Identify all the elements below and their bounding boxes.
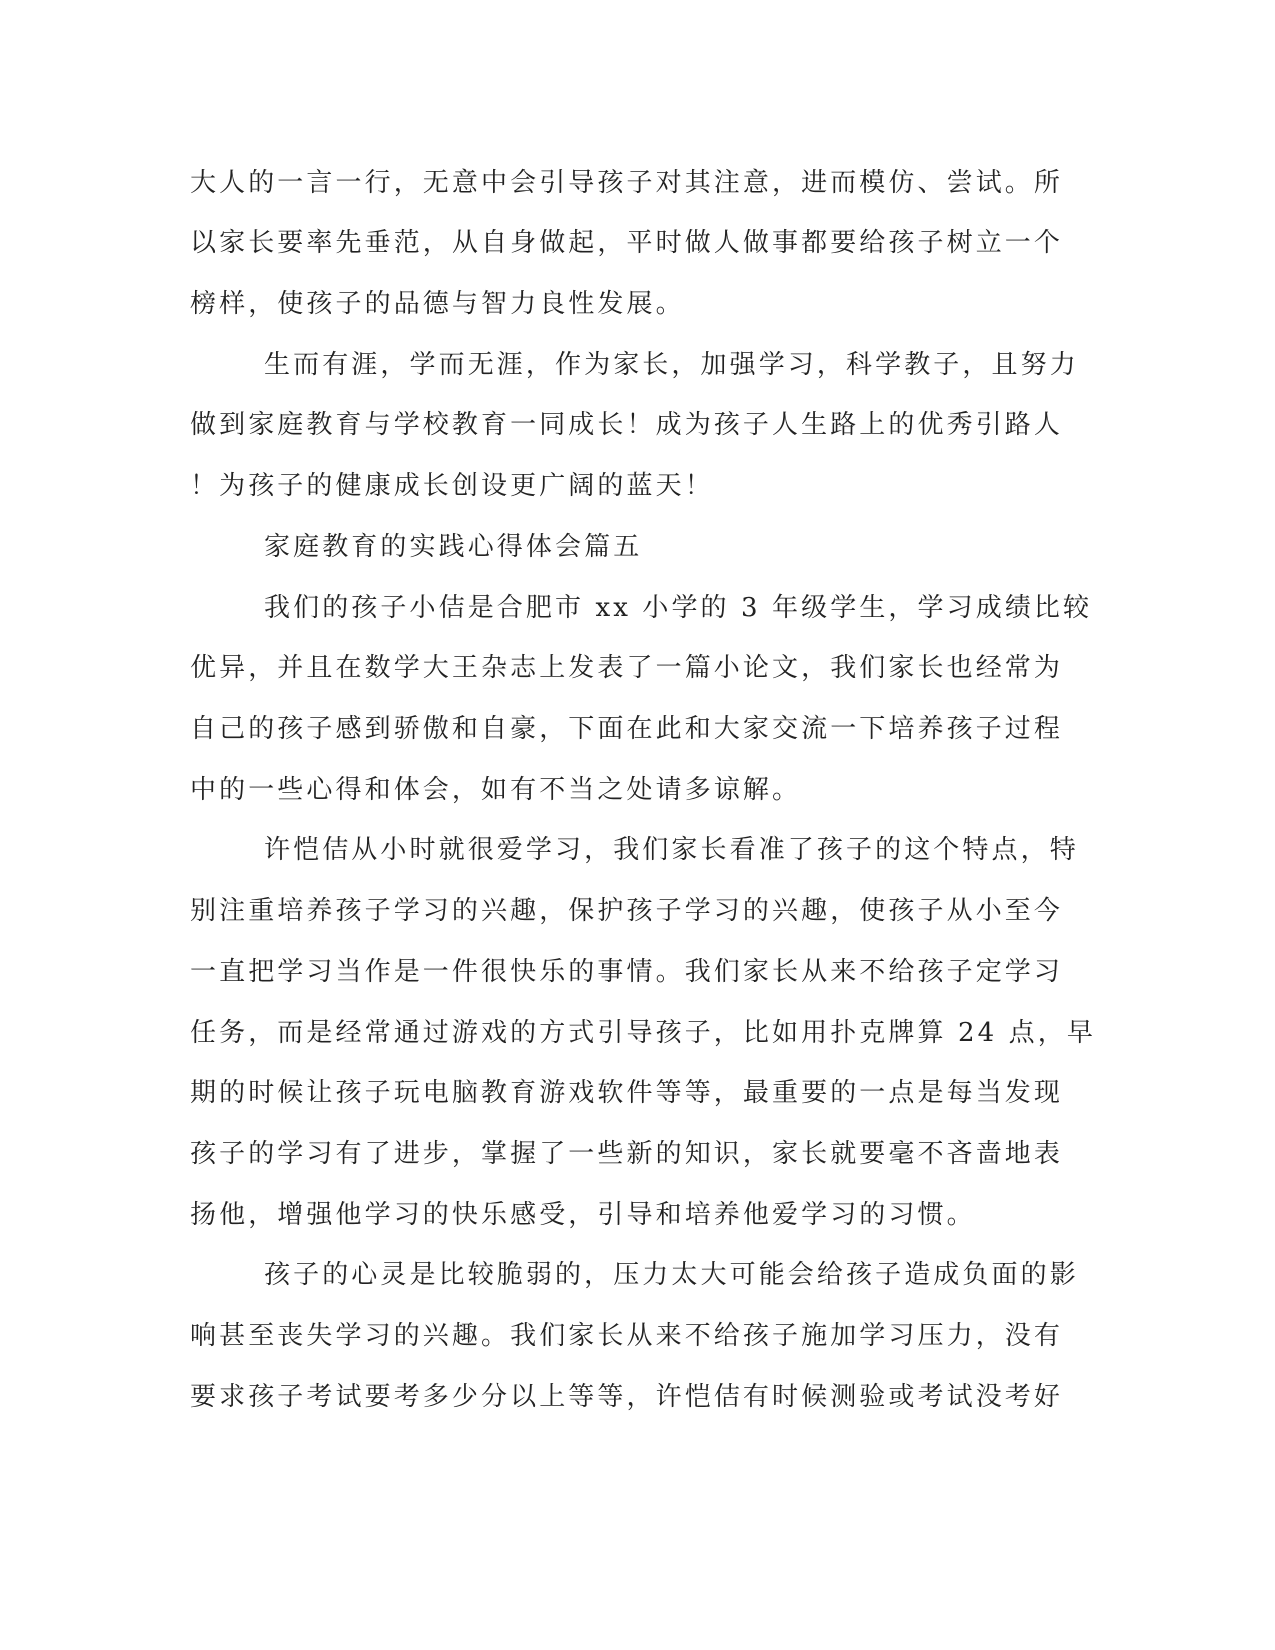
text-line: 优异，并且在数学大王杂志上发表了一篇小论文，我们家长也经常为 bbox=[190, 653, 1064, 683]
text-line: 自己的孩子感到骄傲和自豪，下面在此和大家交流一下培养孩子过程 bbox=[190, 714, 1064, 744]
text-line: 响甚至丧失学习的兴趣。我们家长从来不给孩子施加学习压力，没有 bbox=[190, 1321, 1064, 1351]
paragraph-first-line: 孩子的心灵是比较脆弱的，压力太大可能会给孩子造成负面的影 bbox=[264, 1260, 1079, 1290]
text-line: 孩子的学习有了进步，掌握了一些新的知识，家长就要毫不吝啬地表 bbox=[190, 1139, 1064, 1169]
section-heading: 家庭教育的实践心得体会篇五 bbox=[264, 532, 643, 562]
text-line: 中的一些心得和体会，如有不当之处请多谅解。 bbox=[190, 775, 802, 805]
text-line: 扬他，增强他学习的快乐感受，引导和培养他爱学习的习惯。 bbox=[190, 1200, 976, 1230]
text-line: 任务，而是经常通过游戏的方式引导孩子，比如用扑克牌算 24 点，早 bbox=[190, 1018, 1096, 1048]
text-line: 要求孩子考试要考多少分以上等等，许恺佶有时候测验或考试没考好 bbox=[190, 1382, 1064, 1412]
text-line: 大人的一言一行，无意中会引导孩子对其注意，进而模仿、尝试。所 bbox=[190, 168, 1064, 198]
text-line: 以家长要率先垂范，从自身做起，平时做人做事都要给孩子树立一个 bbox=[190, 228, 1064, 258]
text-line: 榜样，使孩子的品德与智力良性发展。 bbox=[190, 289, 685, 319]
text-line: 期的时候让孩子玩电脑教育游戏软件等等，最重要的一点是每当发现 bbox=[190, 1078, 1064, 1108]
paragraph-first-line: 生而有涯，学而无涯，作为家长，加强学习，科学教子，且努力 bbox=[264, 350, 1079, 380]
text-line: 别注重培养孩子学习的兴趣，保护孩子学习的兴趣，使孩子从小至今 bbox=[190, 896, 1064, 926]
text-line: ！为孩子的健康成长创设更广阔的蓝天！ bbox=[190, 471, 714, 501]
paragraph-first-line: 我们的孩子小佶是合肥市 xx 小学的 3 年级学生，学习成绩比较 bbox=[264, 593, 1093, 623]
text-line: 一直把学习当作是一件很快乐的事情。我们家长从来不给孩子定学习 bbox=[190, 957, 1064, 987]
text-line: 做到家庭教育与学校教育一同成长！成为孩子人生路上的优秀引路人 bbox=[190, 410, 1064, 440]
paragraph-first-line: 许恺佶从小时就很爱学习，我们家长看准了孩子的这个特点，特 bbox=[264, 835, 1079, 865]
